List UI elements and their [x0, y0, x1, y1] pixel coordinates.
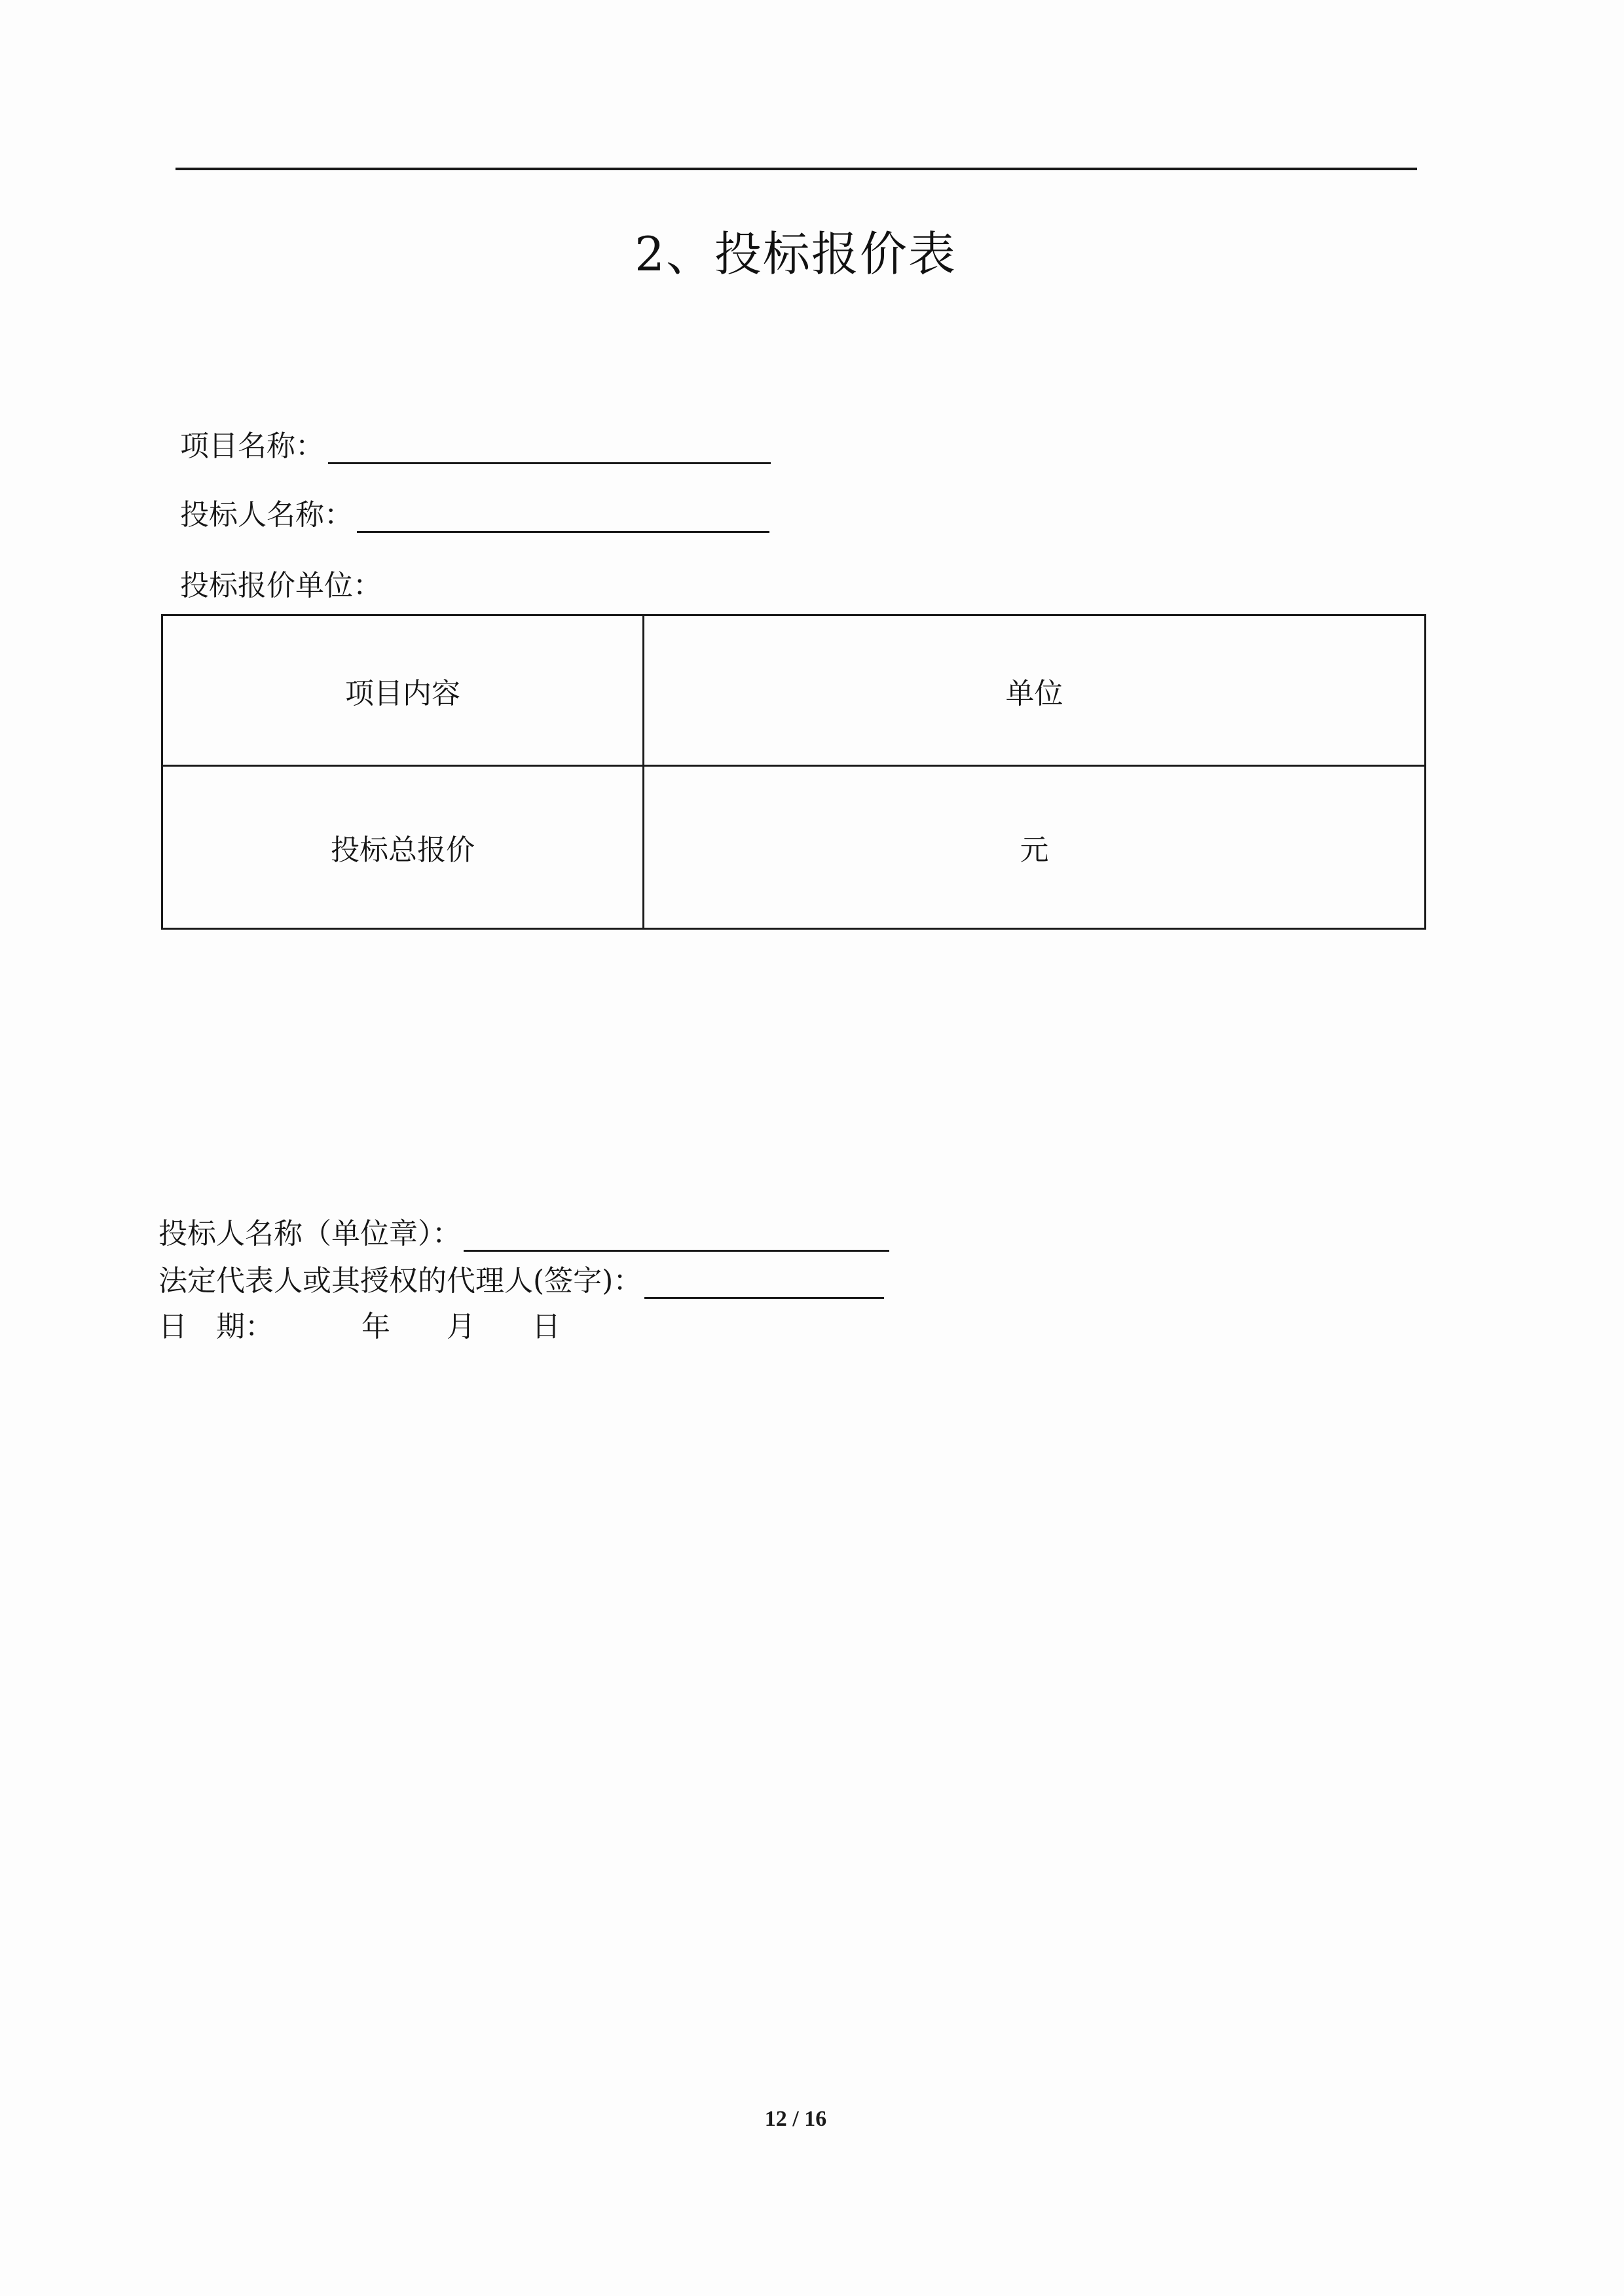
- date-field: [158, 1303, 561, 1345]
- date-month: 月: [447, 1310, 475, 1343]
- header-unit: 单位: [1005, 676, 1063, 710]
- project-name-label: 项目名称：: [180, 429, 324, 463]
- quote-table: [161, 614, 1426, 930]
- header-rule: [175, 168, 1417, 170]
- bidder-name-blank: [357, 502, 769, 533]
- price-unit-label: 投标报价单位：: [180, 569, 382, 602]
- cell-total-quote-unit: 元: [1020, 833, 1049, 867]
- bidder-seal-label: 投标人名称（单位章）：: [158, 1217, 461, 1250]
- legal-rep-field: [158, 1257, 884, 1299]
- bidder-name-label: 投标人名称：: [180, 498, 353, 532]
- date-year: 年: [361, 1310, 390, 1343]
- cell-total-quote-label: 投标总报价: [163, 767, 644, 928]
- legal-rep-label: 法定代表人或其授权的代理人(签字)：: [158, 1264, 642, 1298]
- table-header-row: [163, 616, 1424, 767]
- legal-rep-blank: [644, 1268, 884, 1299]
- date-label: 日 期：: [158, 1310, 274, 1343]
- bidder-name-field: [180, 491, 769, 533]
- project-name-field: [180, 422, 771, 464]
- price-unit-field: [180, 562, 382, 604]
- page-title: 2、投标报价表: [635, 227, 957, 282]
- bidder-seal-blank: [464, 1221, 889, 1252]
- table-row: [163, 767, 1424, 928]
- date-day: 日: [532, 1310, 561, 1343]
- header-item-content: 项目内容: [163, 616, 644, 765]
- project-name-blank: [328, 433, 771, 464]
- page-number: 12 / 16: [764, 2107, 827, 2131]
- bidder-seal-field: [158, 1210, 889, 1252]
